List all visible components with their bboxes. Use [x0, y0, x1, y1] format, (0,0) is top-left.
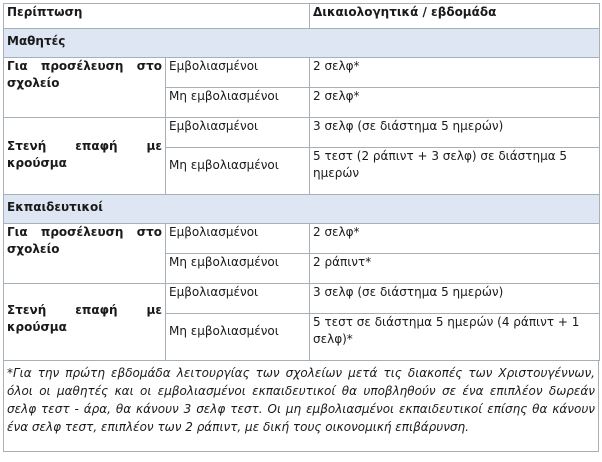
status-cell: Εμβολιασμένοι — [166, 224, 310, 254]
section-row-students — [4, 29, 600, 58]
status-cell: Μη εμβολιασμένοι — [166, 88, 310, 118]
section-title: Εκπαιδευτικοί — [4, 195, 600, 224]
table-header-row — [4, 4, 600, 29]
section-title: Μαθητές — [4, 29, 600, 58]
documents-cell: 2 σελφ* — [310, 88, 600, 118]
status-cell: Εμβολιασμένοι — [166, 284, 310, 314]
table-row — [4, 284, 600, 314]
case-line: κρούσμα — [7, 156, 67, 170]
header-documents: Δικαιολογητικά / εβδομάδα — [310, 4, 600, 29]
case-cell — [4, 284, 166, 361]
case-line: κρούσμα — [7, 320, 67, 334]
status-cell: Εμβολιασμένοι — [166, 58, 310, 88]
case-line: Για προσέλευση στο — [7, 59, 162, 73]
case-line: Στενή επαφή με — [7, 303, 162, 317]
section-row-teachers — [4, 195, 600, 224]
documents-cell: 2 ράπιντ* — [310, 254, 600, 284]
documents-cell: 2 σελφ* — [310, 58, 600, 88]
testing-requirements-table — [3, 3, 600, 361]
documents-cell: 5 τεστ σε διάστημα 5 ημερών (4 ράπιντ + 1 σελφ)* — [310, 314, 600, 361]
case-cell — [4, 58, 166, 118]
footnote: *Για την πρώτη εβδομάδα λειτουργίας των σχολείων μετά τις διακοπές των Χριστουγέννων, όλοι οι μαθητές και οι εμβολιασμένοι εκπαιδευτικοί θα υποβληθούν σε ένα επιπλέον δωρεάν σελφ τεστ - άρα, θα κάνουν 3 σελφ τεστ. Οι μη εμβολιασμένοι εκπαιδευτικοί επίσης θα κάνουν ένα σελφ τεστ, επιπλέον των 2 ράπιντ, με δική τους οικονομική επιβάρυνση. — [3, 361, 599, 452]
case-line: Για προσέλευση στο — [7, 225, 162, 239]
documents-cell: 2 σελφ* — [310, 224, 600, 254]
status-cell: Μη εμβολιασμένοι — [166, 254, 310, 284]
table-row — [4, 224, 600, 254]
case-line: σχολείο — [7, 76, 60, 90]
case-cell — [4, 224, 166, 284]
status-cell: Μη εμβολιασμένοι — [166, 314, 310, 361]
testing-requirements-table-wrapper — [3, 3, 599, 452]
case-line: σχολείο — [7, 242, 60, 256]
header-case: Περίπτωση — [4, 4, 310, 29]
documents-cell: 3 σελφ (σε διάστημα 5 ημερών) — [310, 118, 600, 148]
documents-cell: 5 τεστ (2 ράπιντ + 3 σελφ) σε διάστημα 5 ημερών — [310, 148, 600, 195]
status-cell: Μη εμβολιασμένοι — [166, 148, 310, 195]
case-line: Στενή επαφή με — [7, 139, 162, 153]
table-row — [4, 118, 600, 148]
case-cell — [4, 118, 166, 195]
status-cell: Εμβολιασμένοι — [166, 118, 310, 148]
table-row — [4, 58, 600, 88]
documents-cell: 3 σελφ (σε διάστημα 5 ημερών) — [310, 284, 600, 314]
